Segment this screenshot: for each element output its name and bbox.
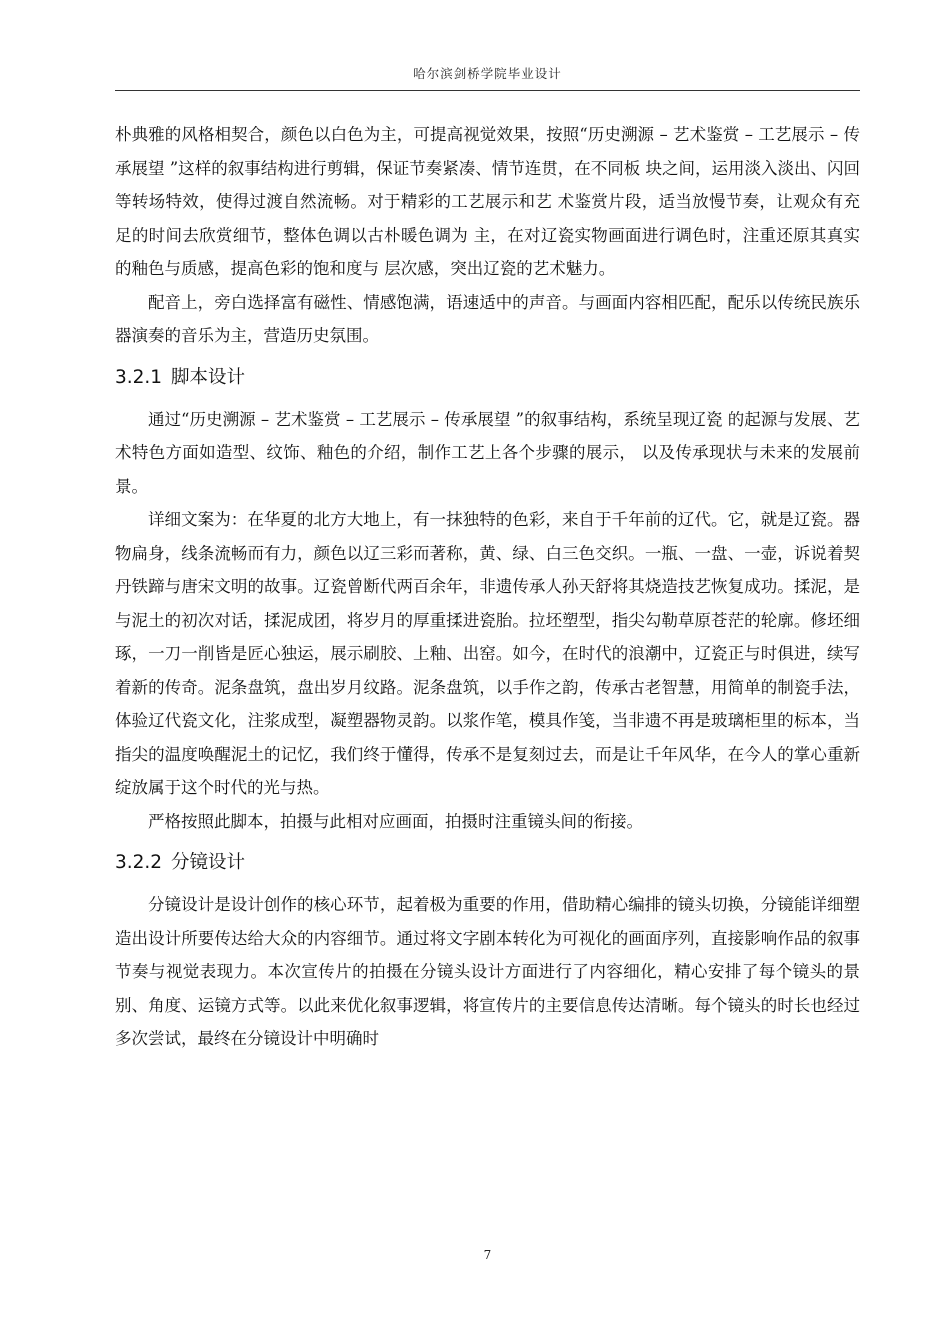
body-text bbox=[115, 118, 860, 1056]
paragraph-script-detail: 详细文案为：在华夏的北方大地上，有一抹独特的色彩，来自于千年前的辽代。它，就是辽瓷。器物扁身，线条流畅而有力，颜色以辽三彩而著称，黄、绿、白三色交织。一瓶、一盘、一壶，诉说着契丹铁蹄与唐宋文明的故事。辽瓷曾断代两百余年，非遗传承人孙天舒将其烧造技艺恢复成功。揉泥，是与泥土的初次对话，揉泥成团，将岁月的厚重揉进瓷胎。拉坯塑型，指尖勾勒草原苍茫的轮廓。修坯细琢，一刀一削皆是匠心独运，展示刷胶、上釉、出窑。如今，在时代的浪潮中，辽瓷正与时俱进，续写着新的传奇。泥条盘筑，盘出岁月纹路。泥条盘筑，以手作之韵，传承古老智慧，用简单的制瓷手法，体验辽代瓷文化，注浆成型，凝塑器物灵韵。以浆作笔，模具作笺，当非遗不再是玻璃柜里的标本，当指尖的温度唤醒泥土的记忆，我们终于懂得，传承不是复刻过去，而是让千年风华，在今人的掌心重新绽放属于这个时代的光与热。 bbox=[115, 510, 860, 797]
section-title: 脚本设计 bbox=[171, 366, 246, 388]
page-number: 7 bbox=[483, 1248, 492, 1262]
paragraph-intro-continued: 朴典雅的风格相契合，颜色以白色为主，可提高视觉效果，按照“历史溯源 – 艺术鉴赏 – 工艺展示 – 传承展望 ”这样的叙事结构进行剪辑，保证节奏紧凑、情节连贯，在不同板 块之间，运用淡入淡出、闪回等转场特效，使得过渡自然流畅。对于精彩的工艺展示和艺 术鉴赏片段，适当放慢节奏，让观众有充足的时间去欣赏细节，整体色调以古朴暖色调为 主，在对辽瓷实物画面进行调色时，注重还原其真实的釉色与质感，提高色彩的饱和度与 层次感，突出辽瓷的艺术魅力。 bbox=[115, 125, 860, 278]
section-heading-3-2-2 bbox=[115, 838, 860, 888]
section-title: 分镜设计 bbox=[171, 852, 246, 873]
paragraph-storyboard: 分镜设计是设计创作的核心环节，起着极为重要的作用，借助精心编排的镜头切换，分镜能详细塑造出设计所要传达给大众的内容细节。通过将文字剧本转化为可视化的画面序列，直接影响作品的叙事节奏与视觉表现力。本次宣传片的拍摄在分镜头设计方面进行了内容细化，精心安排了每个镜头的景别、角度、运镜方式等。以此来优化叙事逻辑，将宣传片的主要信息传达清晰。每个镜头的时长也经过多次尝试，最终在分镜设计中明确时 bbox=[115, 895, 860, 1048]
section-heading-3-2-1 bbox=[115, 353, 860, 403]
paragraph-voiceover: 配音上，旁白选择富有磁性、情感饱满，语速适中的声音。与画面内容相匹配，配乐以传统民族乐器演奏的音乐为主，营造历史氛围。 bbox=[115, 292, 860, 345]
running-header: 哈尔滨剑桥学院毕业设计 bbox=[413, 66, 562, 81]
paragraph-script-note: 严格按照此脚本，拍摄与此相对应画面，拍摄时注重镜头间的衔接。 bbox=[148, 811, 643, 831]
section-number: 3.2.1 bbox=[115, 366, 163, 388]
paragraph-script-overview: 通过“历史溯源 – 艺术鉴赏 – 工艺展示 – 传承展望 ”的叙事结构，系统呈现辽瓷 的起源与发展、艺术特色方面如造型、纹饰、釉色的介绍，制作工艺上各个步骤的展示， 以及传承现状与未来的发展前景。 bbox=[115, 409, 860, 496]
section-number: 3.2.2 bbox=[115, 852, 163, 873]
header-divider bbox=[115, 90, 860, 91]
